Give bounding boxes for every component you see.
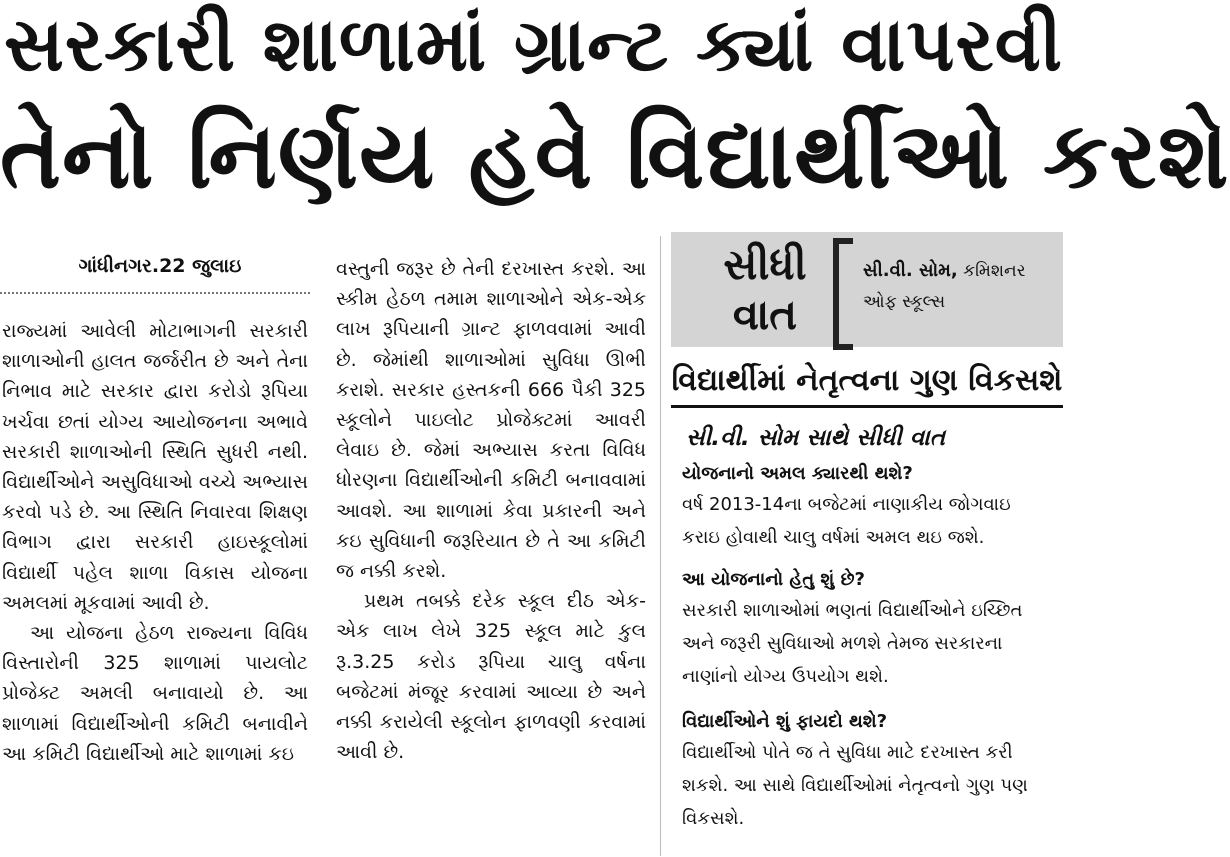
sidebar-subheading: સી.વી. સોમ સાથે સીધી વાત <box>686 425 945 451</box>
sidebar-title-box <box>671 232 1063 347</box>
column-divider <box>660 236 661 856</box>
article-column-1 <box>2 316 308 769</box>
answer: સરકારી શાળાઓમાં ભણતાં વિદ્યાર્થીઓને ઇચ્છિત અને જરૂરી સુવિધાઓ મળશે તેમજ સરકારના નાણાંનો યોગ્ય ઉપયોગ થશે. <box>682 600 1023 687</box>
column-2-paragraph-2: પ્રથમ તબક્કે દરેક સ્કૂલ દીઠ એક-એક લાખ લેખે 325 સ્કૂલ માટે કુલ રૂ.3.25 કરોડ રૂપિયા ચાલુ વર્ષના બજેટમાં મંજૂર કરવામાં આવ્યા છે અને નક્કી કરાયેલી સ્કૂલોન ફાળવણી કરવામાં આવી છે. <box>336 590 646 764</box>
qa-block <box>682 708 1054 835</box>
column-1-paragraph-2: આ યોજના હેઠળ રાજ્યના વિવિધ વિસ્તારોની 325 શાળામાં પાયલોટ પ્રોજેક્ટ અમલી બનાવાયો છે. આ શાળામાં વિદ્યાર્થીઓની કમિટી બનાવીને આ કમિટી વિદ્યાર્થીઓ માટે શાળામાં કઇ <box>2 622 308 765</box>
question: આ યોજનાનો હેતુ શું છે? <box>682 569 865 590</box>
sidebar-headline: વિદ્યાર્થીમાં નેતૃત્વના ગુણ વિકસશે <box>671 357 1063 408</box>
person-name: સી.વી. સોમ, <box>863 260 958 281</box>
sidebar-box-title: સીધી વાત <box>723 240 807 339</box>
headline-line-1: સરકારી શાળામાં ગ્રાન્ટ ક્યાં વાપરવી <box>3 2 1063 88</box>
dateline: ગાંધીનગર.22 જુલાઇ <box>78 255 242 277</box>
bracket-decoration <box>833 238 853 350</box>
person-role-2: ઓફ સ્કૂલ્સ <box>863 292 946 312</box>
article-column-2 <box>336 254 646 767</box>
column-2-paragraph-1: વસ્તુની જરૂર છે તેની દરખાસ્ત કરશે. આ સ્કીમ હેઠળ તમામ શાળાઓને એક-એક લાખ રૂપિયાની ગ્રાન્ટ ફાળવવામાં આવી છે. જેમાંથી શાળાઓમાં સુવિધા ઊભી કરાશે. સરકાર હસ્તકની 666 પૈકી 325 સ્કૂલોને પાઇલોટ પ્રોજેક્ટમાં આવરી લેવાઇ છે. જેમાં અભ્યાસ કરતા વિવિધ ધોરણના વિદ્યાર્થીઓની કમિટી બનાવવામાં આવશે. આ શાળામાં કેવા પ્રકારની અને કઇ સુવિધાની જરૂરિયાત છે તે આ કમિટી જ નક્કી કરશે. <box>336 258 646 583</box>
qa-block <box>682 460 1054 554</box>
qa-block <box>682 566 1054 693</box>
dateline-divider <box>0 292 310 294</box>
column-1-paragraph-1: રાજ્યમાં આવેલી મોટાભાગની સરકારી શાળાઓની હાલત જર્જરીત છે અને તેના નિભાવ માટે સરકાર દ્વારા કરોડો રૂપિયા ખર્ચવા છતાં યોગ્ય આયોજનના અભાવે સરકારી શાળાઓની સ્થિતિ સુધરી નથી. વિદ્યાર્થીઓને અસુવિધાઓ વચ્ચે અભ્યાસ કરવો પડે છે. આ સ્થિતિ નિવારવા શિક્ષણ વિભાગ દ્વારા સરકારી હાઇસ્કૂલોમાં વિદ્યાર્થી પહેલ શાળા વિકાસ યોજના અમલમાં મૂકવામાં આવી છે. <box>2 320 308 614</box>
question: વિદ્યાર્થીઓને શું ફાયદો થશે? <box>682 711 888 732</box>
person-role-1: કમિશનર <box>963 261 1026 281</box>
question: યોજનાનો અમલ ક્યારથી થશે? <box>682 463 913 484</box>
answer: વર્ષ 2013-14ના બજેટમાં નાણાકીય જોગવાઇ કરાઇ હોવાથી ચાલુ વર્ષમાં અમલ થઇ જશે. <box>682 494 1011 548</box>
answer: વિદ્યાર્થીઓ પોતે જ તે સુવિધા માટે દરખાસ્ત કરી શકશે. આ સાથે વિદ્યાર્થીઓમાં નેતૃત્વનો ગુણ પણ વિકસશે. <box>682 742 1028 829</box>
headline-line-2: તેનો નિર્ણય હવે વિદ્યાર્થીઓ કરશે <box>0 102 1230 209</box>
person-line <box>863 260 1026 281</box>
